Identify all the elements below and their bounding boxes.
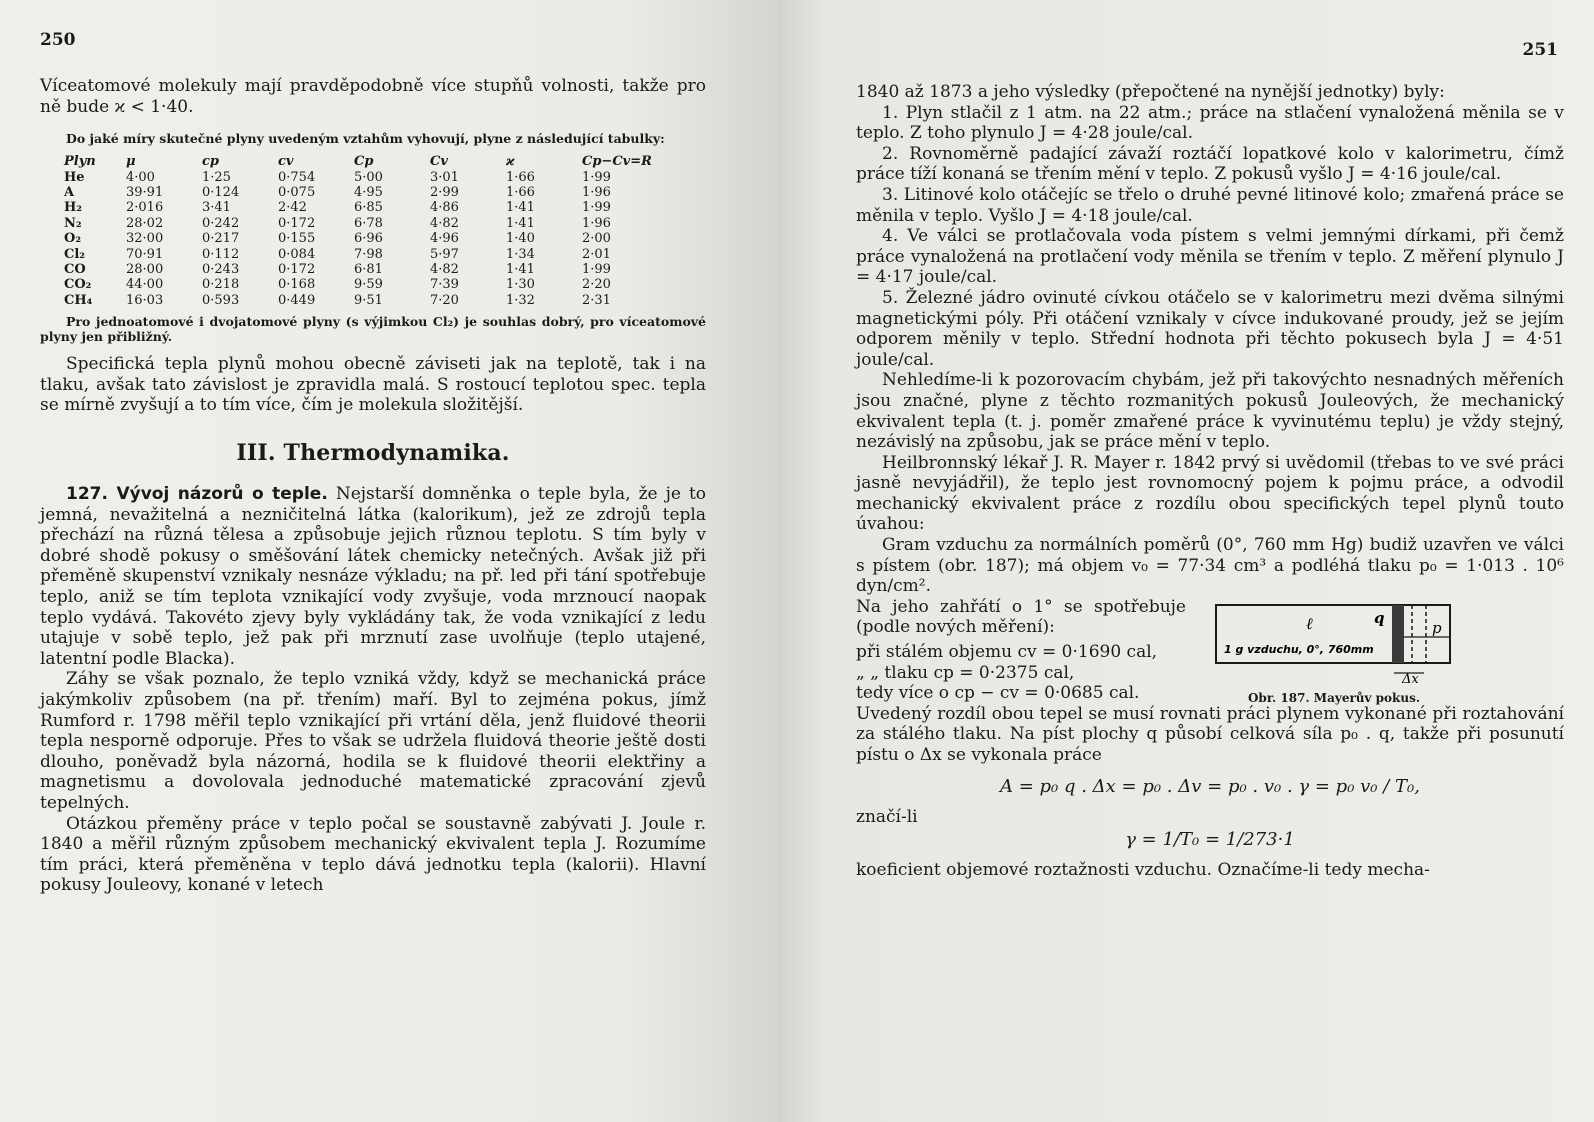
table-cell: 0·172 (278, 215, 316, 231)
figure-label-k: ℓ (1306, 613, 1313, 633)
experiment-item: 4. Ve válci se protlačovala voda pístem s velmi jemnými dírkami, při čemž práce vynaložená na protlačení vody měnila se třením v teplo. Z měření plynulo J = 4·17 joule/cal. (856, 226, 1564, 288)
joule-paragraph: Otázkou přeměny práce v teplo počal se soustavně zabývati J. Joule r. 1840 a měřil různým způsobem mechanický ekvivalent tepla J. Rozumíme tím práci, která přeměněna v teplo dává jednotku tepla (kalorii). Hlavní pokusy Jouleovy, konané v letech (40, 813, 706, 896)
table-cell: 1·34 (506, 246, 535, 262)
table-cell: 2·016 (126, 200, 164, 216)
mayer-paragraph: Heilbronnský lékař J. R. Mayer r. 1842 prvý si uvědomil (třebas to ve své práci jasně nevyjádřil), že teplo jest rovnomocný pojem k pojmu práce, a odvodil mechanický ekvivalent práce z rozdílu obou specifických tepel plynů touto úvahou: (856, 452, 1564, 535)
table-cell: CH₄ (64, 292, 93, 308)
table-intro: Do jaké míry skutečné plyny uvedeným vztahům vyhovují, plyne z následující tabulky: (66, 131, 665, 147)
table-cell: 2·01 (582, 246, 611, 262)
table-cell: 2·42 (278, 200, 307, 216)
table-header-cell: Plyn (64, 154, 96, 170)
table-cell: 9·51 (354, 292, 383, 308)
heat-line-cp: „ „ tlaku cp = 0·2375 cal, (856, 662, 1075, 683)
table-header-cell: Cp (354, 154, 374, 170)
table-cell: H₂ (64, 200, 82, 216)
table-cell: 0·112 (202, 246, 240, 262)
experiment-item: 3. Litinové kolo otáčejíc se třelo o druhé pevné litinové kolo; zmařená práce se měnila v teplo. Vyšlo J = 4·18 joule/cal. (856, 184, 1564, 226)
table-cell: 0·155 (278, 231, 316, 247)
conclusion-paragraph: Nehledíme-li k pozorovacím chybám, jež při takovýchto nesnadných měřeních jsou značné, plyne z těchto rozmanitých pokusů Jouleových, že mechanický ekvivalent tepla (t. j. poměr zmařené práce k vyvinutému teplu) je vždy stejný, nezávislý na způsobu, jak se práce mění v teplo. (856, 370, 1564, 453)
table-row (64, 277, 658, 292)
table-note: Pro jednoatomové i dvojatomové plyny (s výjimkou Cl₂) je souhlas dobrý, pro víceatomové plyny jen přibližný. (40, 314, 706, 345)
table-cell: 0·243 (202, 262, 240, 278)
table-cell: He (64, 169, 85, 185)
table-cell: 1·99 (582, 169, 611, 185)
table-cell: 2·99 (430, 185, 459, 200)
experiment-list (856, 103, 1564, 371)
figure-187 (1214, 597, 1454, 705)
figure-label-p: p (1432, 618, 1442, 637)
table-cell: Cl₂ (64, 246, 85, 262)
table-cell: 1·66 (506, 185, 535, 200)
table-cell: 0·242 (202, 215, 240, 231)
page-left (0, 0, 778, 1122)
figure-label-air: 1 g vzduchu, 0°, 760mm (1224, 642, 1374, 656)
intro-paragraph: Víceatomové molekuly mají pravděpodobně více stupňů volnosti, takže pro ně bude ϰ < 1·40. (40, 76, 706, 117)
table-cell: 1·99 (582, 200, 611, 216)
last-paragraph: koeficient objemové roztažnosti vzduchu. Označíme-li tedy mecha- (856, 860, 1430, 881)
table-cell: 44·00 (126, 277, 164, 293)
equation-gamma: γ = 1/T₀ = 1/273·1 (1125, 829, 1295, 851)
table-cell: O₂ (64, 231, 82, 247)
heat-line-cv: při stálém objemu cv = 0·1690 cal, (856, 642, 1158, 663)
page-number-left: 250 (40, 30, 76, 50)
table-cell: 1·25 (202, 169, 231, 185)
table-cell: 1·41 (506, 262, 535, 278)
gram-paragraph: Gram vzduchu za normálních poměrů (0°, 760 mm Hg) budiž uzavřen ve válci s pístem (obr. 187); má objem v₀ = 77·34 cm³ a podléhá tlaku p₀ = 1·013 . 10⁶ dyn/cm². (856, 535, 1564, 597)
table-row (64, 216, 658, 231)
table-cell: 4·95 (354, 185, 383, 200)
table-header-cell: ϰ (506, 154, 515, 170)
table-cell: 0·218 (202, 277, 240, 293)
table-cell: CO₂ (64, 277, 92, 293)
table-cell: 1·41 (506, 215, 535, 231)
table-cell: 9·59 (354, 277, 383, 293)
table-cell: 16·03 (126, 292, 164, 308)
table-cell: 1·96 (582, 215, 611, 231)
piston-shape (1392, 605, 1404, 663)
gas-table-body (64, 170, 658, 309)
table-cell: 4·82 (430, 215, 459, 231)
table-row (64, 231, 658, 246)
table-cell: 1·40 (506, 231, 535, 247)
table-cell: 4·96 (430, 231, 459, 247)
table-cell: 32·00 (126, 231, 164, 247)
table-cell: 3·41 (202, 200, 231, 216)
figure-label-dx: Δx (1402, 671, 1419, 683)
figure-label-q: q (1374, 608, 1385, 627)
table-cell: 1·30 (506, 277, 535, 293)
experiment-item: 1. Plyn stlačil z 1 atm. na 22 atm.; práce na stlačení vynaložená měnila se v teplo. Z toho plynulo J = 4·28 joule/cal. (856, 102, 1564, 144)
table-cell: 28·02 (126, 215, 164, 231)
article-paragraph: Nejstarší domněnka o teple byla, že je to jemná, nevažitelná a nezničitelná látka (kalorikum), jež ze zdrojů tepla přechází na různá tělesa a způsobuje jejich různou teplotu. S tím byly v dobré shodě pokusy o směšování látek chemicky netečných. Avšak již při přeměně skupenství vznikaly nesnáze výkladu; na př. led při tání spotřebuje teplo, aniž se tím teplota vznikající vody zvyšuje, voda mrznoucí naopak teplo vydává. Takovéto zjevy byly vykládány tak, že voda vznikající z ledu utajuje v sobě teplo, jež pak při mrznutí zase uvolňuje (teplo utajené, latentní podle Blacka). (40, 484, 707, 669)
difference-paragraph: Uvedený rozdíl obou tepel se musí rovnati práci plynem vykonané při roztahování za stálého tlaku. Na píst plochy q působí celková síla p₀ . q, takže při posunutí pístu o Δx se vykonala práce (856, 703, 1564, 765)
specific-heat-paragraph: Specifická tepla plynů mohou obecně záviseti jak na teplotě, tak i na tlaku, avšak tato závislost je zpravidla malá. S rostoucí teplotou spec. tepla se mírně zvyšují a to tím více, čím je molekula složitější. (40, 354, 706, 416)
table-cell: 4·86 (430, 200, 459, 216)
table-cell: 6·81 (354, 262, 383, 278)
table-row (64, 200, 658, 215)
znaci-li: značí-li (856, 806, 918, 827)
table-header-cell: Cp−Cv=R (582, 154, 652, 170)
heat-paragraph: Na jeho zahřátí o 1° se spotřebuje (podle nových měření): (856, 596, 1186, 638)
table-row (64, 293, 658, 308)
page-right (778, 0, 1594, 1122)
heat-line-diff: tedy více o cp − cv = 0·0685 cal. (856, 683, 1140, 704)
section-title: III. Thermodynamika. (236, 440, 510, 467)
figure-caption: Obr. 187. Mayerův pokus. (1247, 690, 1421, 705)
table-cell: 1·41 (506, 200, 535, 216)
table-header-cell: cv (278, 154, 294, 170)
table-cell: 28·00 (126, 262, 164, 278)
table-cell: 39·91 (126, 185, 164, 200)
table-cell: 1·32 (506, 292, 535, 308)
table-cell: 7·20 (430, 292, 459, 308)
table-cell: 1·96 (582, 185, 611, 200)
table-row (64, 262, 658, 277)
table-cell: 2·00 (582, 231, 611, 247)
table-cell: 0·172 (278, 262, 316, 278)
table-cell: 7·98 (354, 246, 383, 262)
table-cell: 6·85 (354, 200, 383, 216)
mayer-diagram (1214, 597, 1454, 683)
table-cell: A (64, 185, 75, 200)
table-cell: 3·01 (430, 169, 459, 185)
table-header-cell: cp (202, 154, 220, 170)
table-cell: N₂ (64, 215, 82, 231)
table-cell: 4·82 (430, 262, 459, 278)
table-cell: 0·075 (278, 185, 316, 200)
experiment-item: 5. Železné jádro ovinuté cívkou otáčelo se v kalorimetru mezi dvěma silnými magnetickými póly. Při otáčení vznikaly v cívce indukované proudy, jež se jejím odporem měnily v teplo. Střední hodnota při těchto pokusech byla J = 4·51 joule/cal. (856, 287, 1564, 370)
rumford-paragraph: Záhy se však poznalo, že teplo vzniká vždy, když se mechanická práce jakýmkoliv způsobem (na př. třením) maří. Byl to zejména pokus, jímž Rumford r. 1798 měřil teplo vznikající při vrtání děla, jenž fluidové theorii tepla nesporně odporuje. Přes to však se udržela fluidová theorie ještě dosti dlouho, poněvadž byla názorná, hodila se k fluidové theorii elektřiny a magnetismu a dovolovala jednoduché matematické zpracování zjevů tepelných. (40, 669, 706, 813)
table-cell: 1·66 (506, 169, 535, 185)
results-intro: 1840 až 1873 a jeho výsledky (přepočtené na nynější jednotky) byly: (856, 82, 1445, 102)
table-header-cell: Cv (430, 154, 448, 170)
article-title: 127. Vývoj názorů o teple. (66, 484, 328, 505)
table-row (64, 185, 658, 200)
table-cell: 6·96 (354, 231, 383, 247)
experiment-item: 2. Rovnoměrně padající závaží roztáčí lopatkové kolo v kalorimetru, čímž práce tíží konaná se třením mění v teplo. Z pokusů vyšlo J = 4·16 joule/cal. (856, 143, 1564, 185)
table-cell: CO (64, 262, 86, 278)
table-cell: 2·31 (582, 292, 611, 308)
gas-table-header (64, 154, 658, 169)
table-cell: 0·593 (202, 292, 240, 308)
table-cell: 70·91 (126, 246, 164, 262)
table-cell: 0·449 (278, 292, 316, 308)
page-number-right: 251 (1522, 40, 1558, 60)
figure-region (856, 597, 1564, 704)
table-cell: 0·754 (278, 169, 316, 185)
table-row (64, 247, 658, 262)
table-cell: 1·99 (582, 262, 611, 278)
table-cell: 0·124 (202, 185, 240, 200)
gas-table (64, 154, 658, 308)
table-row (64, 170, 658, 185)
table-header-cell: μ (126, 154, 136, 170)
table-cell: 2·20 (582, 277, 611, 293)
table-cell: 5·97 (430, 246, 459, 262)
equation-work: A = p₀ q . Δx = p₀ . Δv = p₀ . v₀ . γ = p₀ v₀ / T₀, (1000, 775, 1420, 797)
table-cell: 4·00 (126, 169, 155, 185)
table-cell: 0·084 (278, 246, 316, 262)
table-cell: 5·00 (354, 169, 383, 185)
table-cell: 6·78 (354, 215, 383, 231)
table-cell: 0·217 (202, 231, 240, 247)
table-cell: 7·39 (430, 277, 459, 293)
table-cell: 0·168 (278, 277, 316, 293)
